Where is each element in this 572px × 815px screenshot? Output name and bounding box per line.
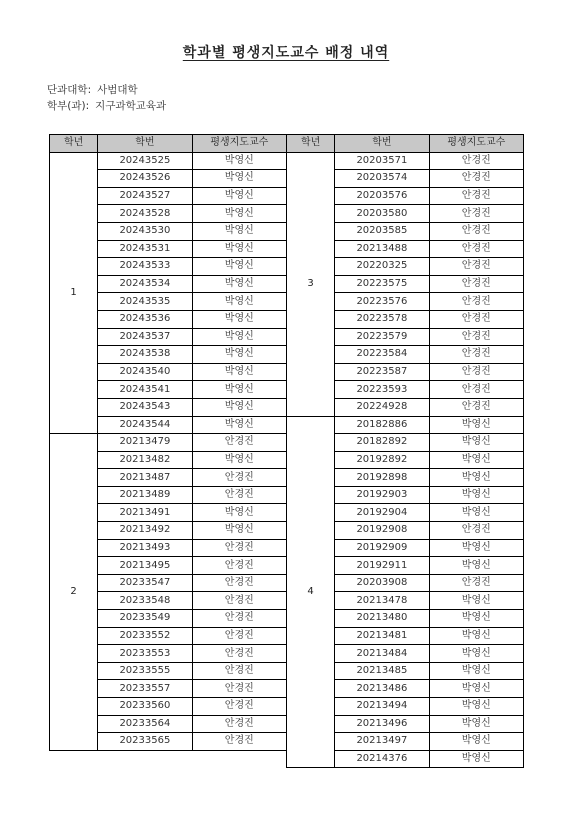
student-id-cell: 20213496: [335, 715, 429, 733]
grade-cell: 4: [287, 416, 335, 768]
student-id-cell: 20243544: [98, 416, 192, 434]
advisor-cell: 박영신: [192, 258, 286, 276]
advisor-cell: 박영신: [192, 398, 286, 416]
student-id-cell: 20213489: [98, 486, 192, 504]
student-id-cell: 20213497: [335, 733, 429, 751]
student-id-cell: 20213482: [98, 451, 192, 469]
header-student-id: 학번: [335, 135, 429, 153]
student-id-cell: 20213494: [335, 698, 429, 716]
advisor-cell: 박영신: [192, 240, 286, 258]
table-body-left: [50, 152, 287, 750]
advisor-cell: 안경진: [429, 398, 523, 416]
header-advisor: 평생지도교수: [192, 135, 286, 153]
student-id-cell: 20243530: [98, 222, 192, 240]
advisor-cell: 박영신: [192, 293, 286, 311]
advisor-cell: 박영신: [192, 363, 286, 381]
student-id-cell: 20233555: [98, 662, 192, 680]
table-row: [50, 434, 287, 452]
student-id-cell: 20233560: [98, 698, 192, 716]
department-value: 지구과학교육과: [95, 100, 167, 112]
student-id-cell: 20243528: [98, 205, 192, 223]
table-header-row: [50, 135, 287, 153]
document-title: [0, 42, 572, 62]
student-id-cell: 20233557: [98, 680, 192, 698]
student-id-cell: 20233564: [98, 715, 192, 733]
advisor-cell: 박영신: [429, 451, 523, 469]
advisor-cell: 안경진: [429, 522, 523, 540]
assignment-table-right: [286, 134, 524, 768]
advisor-cell: 안경진: [429, 275, 523, 293]
advisor-cell: 안경진: [429, 240, 523, 258]
college-value: 사범대학: [97, 84, 138, 96]
advisor-cell: 박영신: [429, 662, 523, 680]
advisor-cell: 안경진: [429, 363, 523, 381]
student-id-cell: 20243534: [98, 275, 192, 293]
student-id-cell: 20223575: [335, 275, 429, 293]
student-id-cell: 20182892: [335, 434, 429, 452]
college-label: 단과대학:: [47, 84, 92, 96]
student-id-cell: 20192903: [335, 486, 429, 504]
student-id-cell: 20243531: [98, 240, 192, 258]
student-id-cell: 20233553: [98, 645, 192, 663]
advisor-cell: 안경진: [192, 680, 286, 698]
student-id-cell: 20192908: [335, 522, 429, 540]
student-id-cell: 20213480: [335, 610, 429, 628]
student-id-cell: 20233548: [98, 592, 192, 610]
advisor-cell: 안경진: [192, 574, 286, 592]
assignment-table-left: [49, 134, 287, 751]
student-id-cell: 20213485: [335, 662, 429, 680]
advisor-cell: 안경진: [192, 610, 286, 628]
college-info: [47, 82, 138, 97]
student-id-cell: 20203576: [335, 187, 429, 205]
advisor-cell: 박영신: [429, 539, 523, 557]
advisor-cell: 안경진: [429, 310, 523, 328]
student-id-cell: 20213491: [98, 504, 192, 522]
student-id-cell: 20243537: [98, 328, 192, 346]
advisor-cell: 안경진: [192, 557, 286, 575]
student-id-cell: 20213479: [98, 434, 192, 452]
advisor-cell: 박영신: [192, 416, 286, 434]
advisor-cell: 안경진: [192, 645, 286, 663]
advisor-cell: 박영신: [192, 222, 286, 240]
advisor-cell: 박영신: [192, 381, 286, 399]
student-id-cell: 20213495: [98, 557, 192, 575]
advisor-cell: 박영신: [192, 346, 286, 364]
advisor-cell: 박영신: [429, 434, 523, 452]
advisor-cell: 안경진: [429, 205, 523, 223]
advisor-cell: 박영신: [192, 205, 286, 223]
student-id-cell: 20224928: [335, 398, 429, 416]
student-id-cell: 20192892: [335, 451, 429, 469]
student-id-cell: 20203585: [335, 222, 429, 240]
advisor-cell: 안경진: [192, 698, 286, 716]
advisor-cell: 안경진: [192, 469, 286, 487]
table-row: [50, 152, 287, 170]
table-row: [287, 152, 524, 170]
advisor-cell: 박영신: [192, 504, 286, 522]
student-id-cell: 20203580: [335, 205, 429, 223]
advisor-cell: 박영신: [429, 680, 523, 698]
grade-cell: 2: [50, 434, 98, 751]
student-id-cell: 20213487: [98, 469, 192, 487]
table-header-row: [287, 135, 524, 153]
advisor-cell: 박영신: [429, 645, 523, 663]
header-grade: 학년: [287, 135, 335, 153]
student-id-cell: 20203571: [335, 152, 429, 170]
student-id-cell: 20243533: [98, 258, 192, 276]
advisor-cell: 박영신: [429, 627, 523, 645]
department-label: 학부(과):: [47, 100, 90, 112]
header-student-id: 학번: [98, 135, 192, 153]
advisor-cell: 박영신: [192, 275, 286, 293]
student-id-cell: 20223578: [335, 310, 429, 328]
student-id-cell: 20243541: [98, 381, 192, 399]
student-id-cell: 20213478: [335, 592, 429, 610]
advisor-cell: 안경진: [192, 539, 286, 557]
header-grade: 학년: [50, 135, 98, 153]
student-id-cell: 20214376: [335, 750, 429, 768]
advisor-cell: 박영신: [192, 187, 286, 205]
advisor-cell: 박영신: [429, 715, 523, 733]
advisor-cell: 안경진: [429, 222, 523, 240]
advisor-cell: 안경진: [192, 434, 286, 452]
student-id-cell: 20243543: [98, 398, 192, 416]
advisor-cell: 박영신: [429, 592, 523, 610]
student-id-cell: 20203908: [335, 574, 429, 592]
advisor-cell: 박영신: [192, 170, 286, 188]
student-id-cell: 20233552: [98, 627, 192, 645]
student-id-cell: 20213486: [335, 680, 429, 698]
student-id-cell: 20243527: [98, 187, 192, 205]
advisor-cell: 박영신: [192, 328, 286, 346]
student-id-cell: 20192898: [335, 469, 429, 487]
advisor-cell: 박영신: [429, 557, 523, 575]
advisor-cell: 안경진: [192, 662, 286, 680]
student-id-cell: 20243540: [98, 363, 192, 381]
grade-cell: 3: [287, 152, 335, 416]
advisor-cell: 안경진: [429, 328, 523, 346]
student-id-cell: 20223593: [335, 381, 429, 399]
student-id-cell: 20233565: [98, 733, 192, 751]
table-row: [287, 416, 524, 434]
student-id-cell: 20192911: [335, 557, 429, 575]
student-id-cell: 20243536: [98, 310, 192, 328]
document-title-text: 학과별 평생지도교수 배정 내역: [182, 45, 390, 61]
student-id-cell: 20213481: [335, 627, 429, 645]
student-id-cell: 20223584: [335, 346, 429, 364]
advisor-cell: 안경진: [429, 381, 523, 399]
student-id-cell: 20233549: [98, 610, 192, 628]
advisor-cell: 안경진: [192, 733, 286, 751]
student-id-cell: 20233547: [98, 574, 192, 592]
student-id-cell: 20213488: [335, 240, 429, 258]
advisor-cell: 안경진: [192, 715, 286, 733]
advisor-cell: 박영신: [192, 152, 286, 170]
advisor-cell: 안경진: [429, 258, 523, 276]
department-info: [47, 98, 166, 113]
advisor-cell: 박영신: [429, 733, 523, 751]
advisor-cell: 박영신: [429, 750, 523, 768]
advisor-cell: 안경진: [429, 152, 523, 170]
advisor-cell: 박영신: [429, 486, 523, 504]
student-id-cell: 20223587: [335, 363, 429, 381]
student-id-cell: 20213484: [335, 645, 429, 663]
student-id-cell: 20220325: [335, 258, 429, 276]
advisor-cell: 박영신: [192, 522, 286, 540]
student-id-cell: 20203574: [335, 170, 429, 188]
advisor-cell: 박영신: [192, 451, 286, 469]
advisor-cell: 박영신: [192, 310, 286, 328]
advisor-cell: 안경진: [429, 187, 523, 205]
advisor-cell: 안경진: [192, 486, 286, 504]
student-id-cell: 20223579: [335, 328, 429, 346]
advisor-cell: 박영신: [429, 416, 523, 434]
advisor-cell: 박영신: [429, 469, 523, 487]
grade-cell: 1: [50, 152, 98, 434]
student-id-cell: 20192904: [335, 504, 429, 522]
advisor-cell: 박영신: [429, 504, 523, 522]
student-id-cell: 20182886: [335, 416, 429, 434]
student-id-cell: 20213492: [98, 522, 192, 540]
student-id-cell: 20223576: [335, 293, 429, 311]
advisor-cell: 안경진: [192, 592, 286, 610]
advisor-cell: 안경진: [192, 627, 286, 645]
student-id-cell: 20243525: [98, 152, 192, 170]
student-id-cell: 20243526: [98, 170, 192, 188]
header-advisor: 평생지도교수: [429, 135, 523, 153]
table-body-right: [287, 152, 524, 768]
student-id-cell: 20243538: [98, 346, 192, 364]
advisor-cell: 박영신: [429, 698, 523, 716]
student-id-cell: 20243535: [98, 293, 192, 311]
advisor-cell: 안경진: [429, 346, 523, 364]
student-id-cell: 20192909: [335, 539, 429, 557]
advisor-cell: 안경진: [429, 170, 523, 188]
advisor-cell: 박영신: [429, 610, 523, 628]
advisor-cell: 안경진: [429, 293, 523, 311]
student-id-cell: 20213493: [98, 539, 192, 557]
advisor-cell: 안경진: [429, 574, 523, 592]
